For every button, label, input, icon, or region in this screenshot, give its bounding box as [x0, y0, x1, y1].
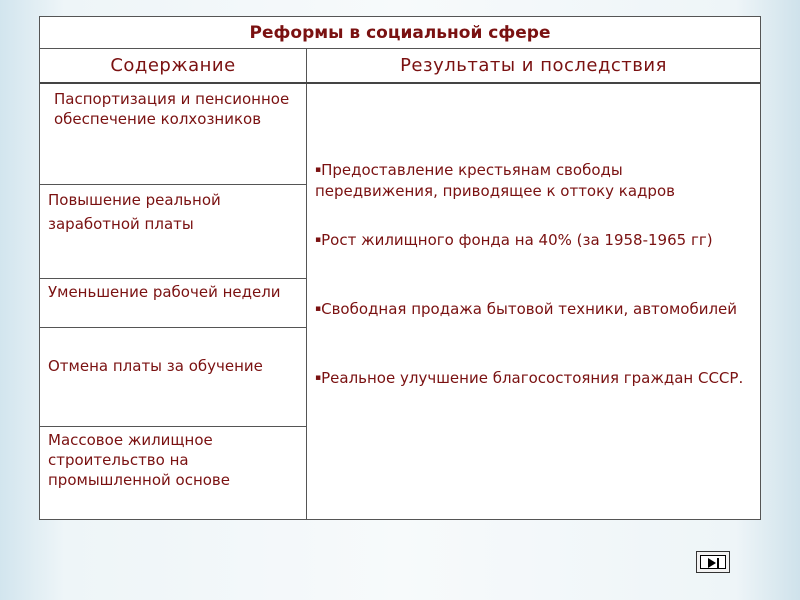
result-text: Реальное улучшение благосостояния граждан СССР.	[321, 369, 744, 387]
content-cell-workweek: Уменьшение рабочей недели	[40, 279, 306, 328]
header-results: Результаты и последствия	[400, 55, 667, 76]
content-cell-wages: Повышение реальной заработной платы	[40, 185, 306, 279]
header-row	[40, 49, 760, 84]
table-title: Реформы в социальной сфере	[40, 17, 760, 49]
result-text: Свободная продажа бытовой техники, автомобилей	[321, 300, 738, 318]
result-item	[315, 368, 745, 389]
header-content: Содержание	[40, 49, 307, 82]
content-cell-text: Паспортизация и пенсионное обеспечение колхозников	[54, 90, 290, 128]
content-cell-passport	[40, 84, 306, 185]
content-column	[40, 84, 307, 519]
reforms-table	[39, 16, 761, 520]
next-slide-button[interactable]	[696, 551, 730, 573]
result-item	[315, 160, 745, 202]
bullet-icon: ▪	[315, 165, 322, 175]
bullet-icon: ▪	[315, 373, 322, 383]
result-text: Предоставление крестьянам свободы передвижения, приводящее к оттоку кадров	[315, 161, 675, 200]
results-column	[307, 84, 760, 519]
content-cell-tuition: Отмена платы за обучение	[40, 328, 306, 427]
result-item	[315, 230, 745, 251]
bullet-icon: ▪	[315, 235, 322, 245]
content-cell-housing: Массовое жилищное строительство на промышленной основе	[48, 431, 230, 489]
bullet-icon: ▪	[315, 304, 322, 314]
play-next-icon	[697, 552, 731, 574]
result-item	[315, 299, 745, 320]
result-text: Рост жилищного фонда на 40% (за 1958-1965 гг)	[321, 231, 713, 249]
